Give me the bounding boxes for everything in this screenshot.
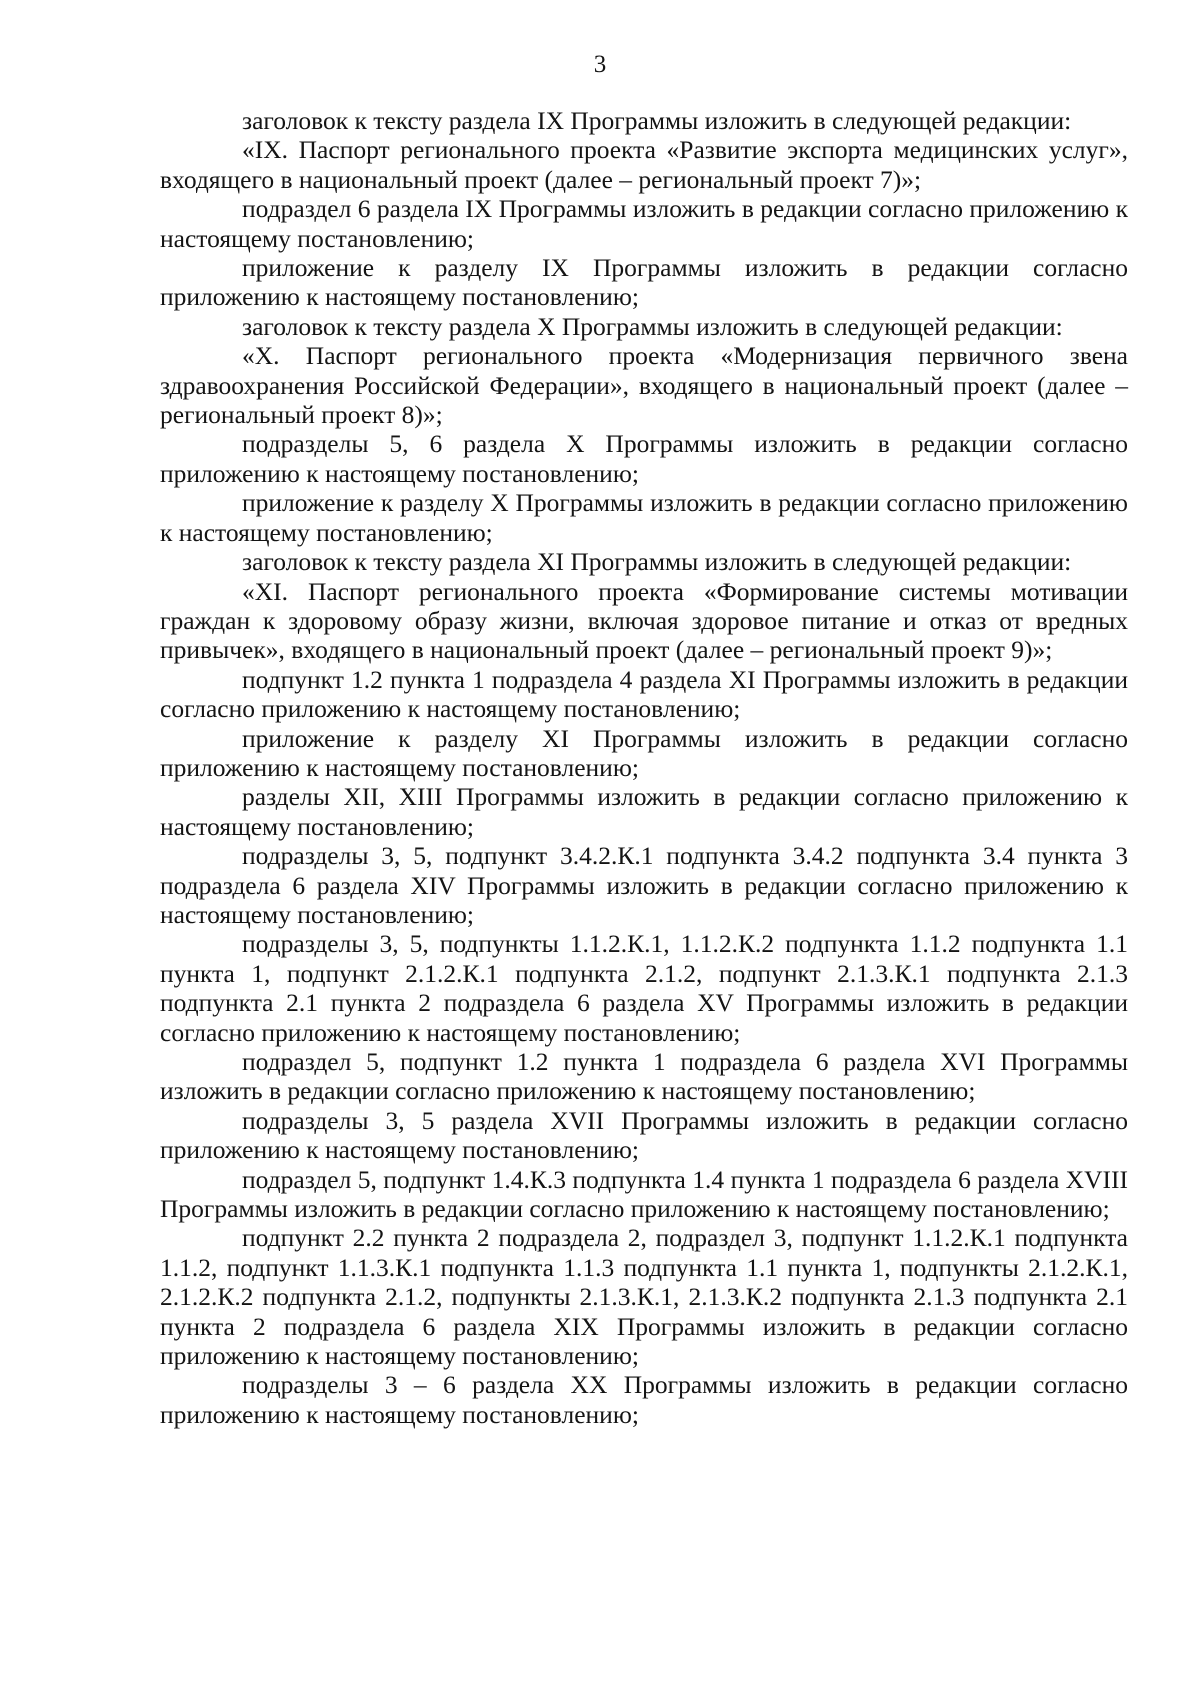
paragraph-14: подразделы 3, 5, подпункт 3.4.2.К.1 подпункта 3.4.2 подпункта 3.4 пункта 3 подраздела 6 раздела XIV Программы изложить в редакции согласно приложению к настоящему постановлению; xyxy=(160,841,1128,929)
paragraph-17: подразделы 3, 5 раздела XVII Программы изложить в редакции согласно приложению к настоящему постановлению; xyxy=(160,1105,1128,1165)
paragraph-2: «IX. Паспорт регионального проекта «Развитие экспорта медицинских услуг», входящего в национальный проект (далее – региональный проект 7)»; xyxy=(160,135,1128,194)
paragraph-20: подразделы 3 – 6 раздела XX Программы изложить в редакции согласно приложению к настоящему постановлению; xyxy=(160,1370,1128,1429)
paragraph-8: приложение к разделу X Программы изложить в редакции согласно приложению к настоящему постановлению; xyxy=(160,488,1128,547)
paragraph-3: подраздел 6 раздела IX Программы изложить в редакции согласно приложению к настоящему постановлению; xyxy=(160,194,1128,253)
paragraph-19: подпункт 2.2 пункта 2 подраздела 2, подраздел 3, подпункт 1.1.2.К.1 подпункта 1.1.2, подпункт 1.1.3.К.1 подпункта 1.1.3 подпункта 1.1 пункта 1, подпункты 2.1.2.К.1, 2.1.2.К.2 подпункта 2.1.2, подпункты 2.1.3.К.1, 2.1.3.К.2 подпункта 2.1.3 подпункта 2.1 пункта 2 подраздела 6 раздела XIX Программы изложить в редакции согласно приложению к настоящему постановлению; xyxy=(160,1223,1128,1371)
paragraph-4: приложение к разделу IX Программы изложить в редакции согласно приложению к настоящему постановлению; xyxy=(160,253,1128,312)
document-body xyxy=(160,106,1128,1429)
paragraph-11: подпункт 1.2 пункта 1 подраздела 4 раздела XI Программы изложить в редакции согласно приложению к настоящему постановлению; xyxy=(160,664,1128,724)
paragraph-10: «XI. Паспорт регионального проекта «Формирование системы мотивации граждан к здоровому образу жизни, включая здоровое питание и отказ от вредных привычек», входящего в национальный проект (далее – региональный проект 9)»; xyxy=(160,576,1128,665)
paragraph-7: подразделы 5, 6 раздела X Программы изложить в редакции согласно приложению к настоящему постановлению; xyxy=(160,429,1128,488)
paragraph-12: приложение к разделу XI Программы изложить в редакции согласно приложению к настоящему постановлению; xyxy=(160,723,1128,782)
paragraph-1: заголовок к тексту раздела IX Программы изложить в следующей редакции: xyxy=(242,106,1072,135)
paragraph-16: подраздел 5, подпункт 1.2 пункта 1 подраздела 6 раздела XVI Программы изложить в редакции согласно приложению к настоящему постановлению; xyxy=(160,1047,1128,1106)
paragraph-5: заголовок к тексту раздела X Программы изложить в следующей редакции: xyxy=(242,311,1063,341)
paragraph-13: разделы XII, XIII Программы изложить в редакции согласно приложению к настоящему постановлению; xyxy=(160,782,1128,841)
paragraph-15: подразделы 3, 5, подпункты 1.1.2.К.1, 1.1.2.К.2 подпункта 1.1.2 подпункта 1.1 пункта 1, подпункт 2.1.2.К.1 подпункта 2.1.2, подпункт 2.1.3.К.1 подпункта 2.1.3 подпункта 2.1 пункта 2 подраздела 6 раздела XV Программы изложить в редакции согласно приложению к настоящему постановлению; xyxy=(160,929,1128,1047)
paragraph-9: заголовок к тексту раздела XI Программы изложить в следующей редакции: xyxy=(242,547,1072,577)
paragraph-6: «X. Паспорт регионального проекта «Модернизация первичного звена здравоохранения Российской Федерации», входящего в национальный проект (далее – региональный проект 8)»; xyxy=(160,341,1128,430)
paragraph-18: подраздел 5, подпункт 1.4.К.3 подпункта 1.4 пункта 1 подраздела 6 раздела XVIII Программы изложить в редакции согласно приложению к настоящему постановлению; xyxy=(160,1164,1128,1224)
page-number: 3 xyxy=(593,51,607,78)
